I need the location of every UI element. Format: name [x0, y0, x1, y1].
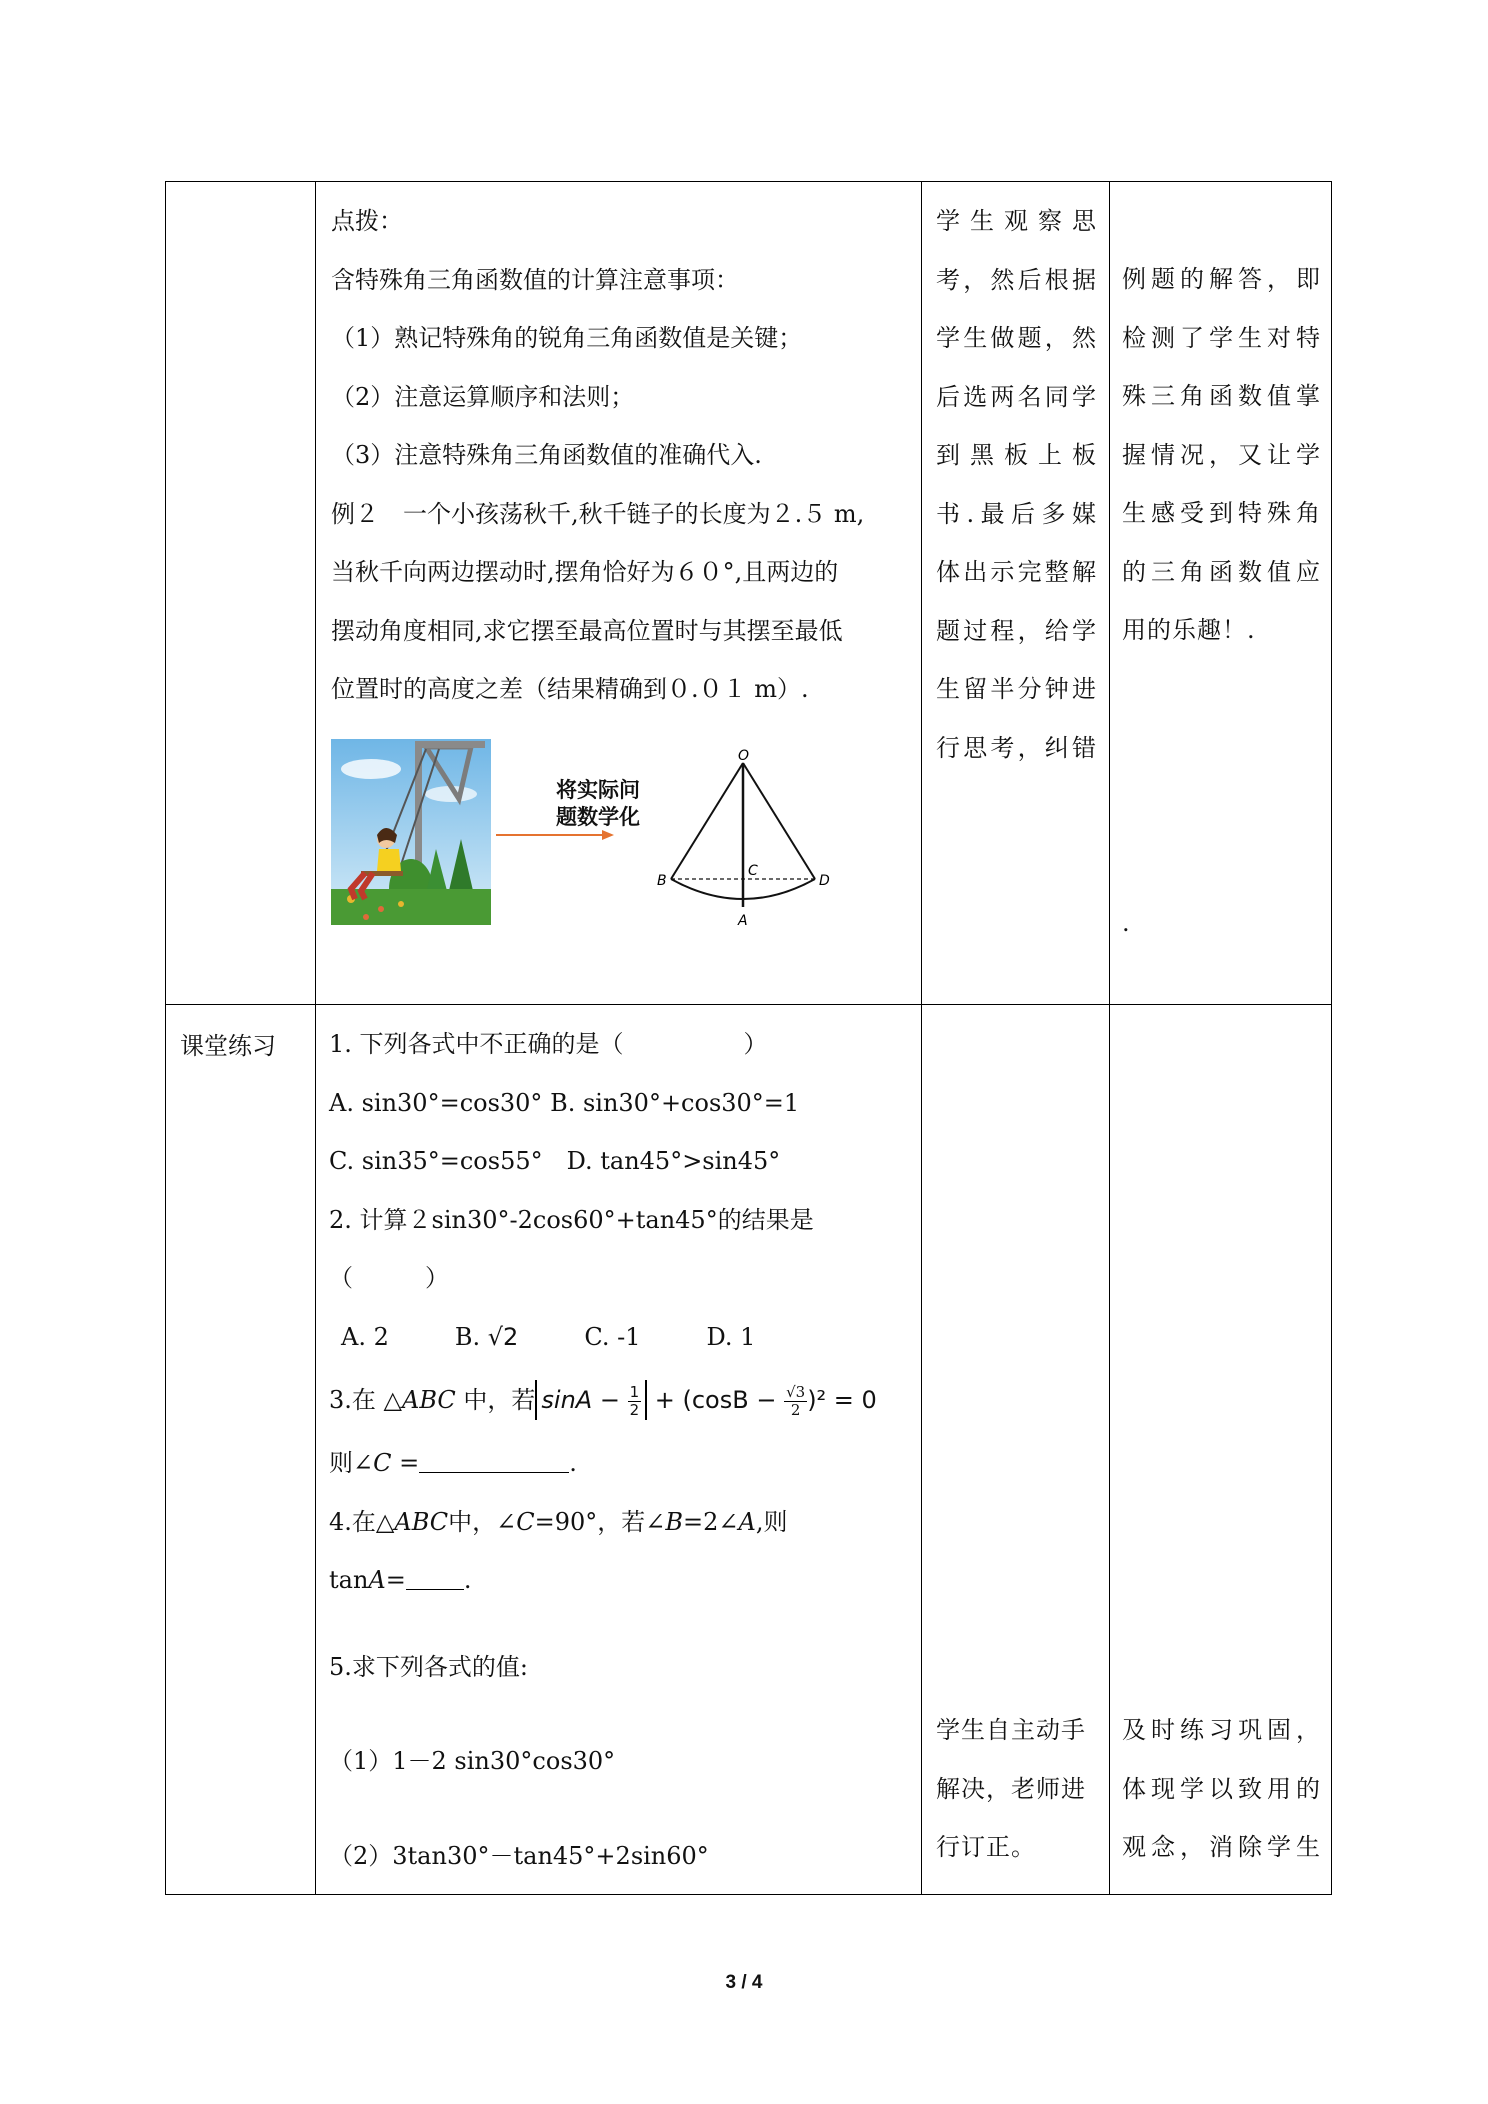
activity-line: 行订正。 [936, 1833, 1036, 1861]
example-line: 摆动角度相同,求它摆至最高位置时与其摆至最低 [331, 616, 843, 645]
question-2-options: A. 2 B. √2 C. -1 D. 1 [341, 1322, 756, 1351]
activity-line: 书.最后多媒 [936, 499, 1097, 528]
answer-blank[interactable] [406, 1565, 464, 1590]
activity-line: 学 生 观 察 思 [936, 207, 1097, 235]
table-row [166, 1005, 1332, 1895]
row2-section-cell [166, 1005, 316, 1895]
question-5-part-1: （1）1－2 sin30°cos30° [329, 1747, 616, 1775]
row1-activity-cell [922, 182, 1110, 1005]
page-number: 3 / 4 [725, 1972, 763, 1993]
intent-line: 用的乐趣！. [1122, 616, 1256, 644]
intent-line: 的三角函数值应 [1122, 557, 1321, 586]
intent-line: 生感受到特殊角 [1122, 499, 1321, 527]
row2-intent-cell [1110, 1005, 1332, 1895]
table-row [166, 182, 1332, 1005]
question-4: 4.在△ABC中，∠C=90°，若∠B=2∠A,则 [329, 1507, 788, 1536]
question-1: 1. 下列各式中不正确的是（ ） [329, 1030, 768, 1058]
note-item: （3）注意特殊角三角函数值的准确代入. [331, 441, 762, 469]
intent-line: 检测了学生对特 [1122, 323, 1321, 352]
activity-line: 后选两名同学 [936, 382, 1097, 411]
example-line: 例２ 一个小孩荡秋千,秋千链子的长度为２.５ m, [331, 499, 865, 528]
question-3: 3.在 △ABC 中，若 sinA − $\frac{1}{2}$ + (cosB − $\frac{√3}{2}$ )² = 0 [329, 1366, 911, 1434]
activity-line: 行思考，纠错 [936, 733, 1097, 762]
swing-figure [331, 727, 911, 937]
example-line: 当秋千向两边摆动时,摆角恰好为６０°,且两边的 [331, 558, 839, 586]
label-a: A [738, 912, 748, 929]
activity-line: 考，然后根据 [936, 265, 1097, 294]
stray-dot: . [1122, 908, 1131, 937]
label-b: B [657, 872, 667, 889]
answer-blank[interactable] [419, 1448, 569, 1473]
row1-col1-cell [166, 182, 316, 1005]
activity-line: 学生自主动手 [936, 1716, 1086, 1744]
question-4-answer: tanA= . [329, 1566, 472, 1594]
intent-line: 例题的解答，即 [1122, 265, 1321, 293]
section-label: 课堂练习 [180, 1032, 276, 1060]
row2-activity-cell [922, 1005, 1110, 1895]
swing-photo-image [331, 739, 491, 925]
lesson-plan-table [165, 181, 1332, 1895]
activity-line: 解决，老师进 [936, 1774, 1086, 1803]
intent-line: 观念，消除学生 [1122, 1833, 1321, 1861]
activity-line: 体出示完整解 [936, 558, 1097, 586]
note-item: （2）注意运算顺序和法则； [331, 382, 635, 411]
pendulum-diagram [641, 747, 851, 937]
intent-line: 及时练习巩固， [1122, 1716, 1321, 1744]
label-o: O [738, 747, 750, 764]
label-c: C [748, 862, 758, 879]
question-3-answer: 则∠C = . [329, 1449, 577, 1477]
row1-intent-cell [1110, 182, 1332, 1005]
question-5-part-2: （2）3tan30°－tan45°+2sin60° [329, 1841, 709, 1870]
activity-line: 题过程，给学 [936, 616, 1097, 645]
hint-title: 点拨： [331, 207, 403, 235]
label-d: D [819, 872, 830, 889]
question-2: 2. 计算２sin30°-2cos60°+tan45°的结果是 [329, 1205, 814, 1234]
intent-line: 殊三角函数值掌 [1122, 382, 1321, 410]
question-1-options-cd: C. sin35°=cos55° D. tan45°>sin45° [329, 1147, 781, 1175]
question-1-options-ab: A. sin30°=cos30° B. sin30°+cos30°=1 [329, 1088, 800, 1117]
activity-line: 学生做题，然 [936, 324, 1097, 352]
notes-title: 含特殊角三角函数值的计算注意事项： [331, 265, 739, 294]
activity-line: 到 黑 板 上 板 [936, 441, 1097, 469]
activity-line: 生留半分钟进 [936, 675, 1097, 703]
intent-line: 体现学以致用的 [1122, 1774, 1321, 1803]
question-5: 5.求下列各式的值: [329, 1652, 528, 1681]
note-item: （1）熟记特殊角的锐角三角函数值是关键； [331, 324, 803, 352]
question-2-paren: （ ） [329, 1264, 449, 1292]
arrow-label: 将实际问 题数学化 [556, 777, 640, 829]
intent-line: 握情况，又让学 [1122, 440, 1321, 469]
row1-content-cell [316, 182, 922, 1005]
example-line: 位置时的高度之差（结果精确到０.０１ m）. [331, 675, 809, 703]
row2-exercise-cell [316, 1005, 922, 1895]
